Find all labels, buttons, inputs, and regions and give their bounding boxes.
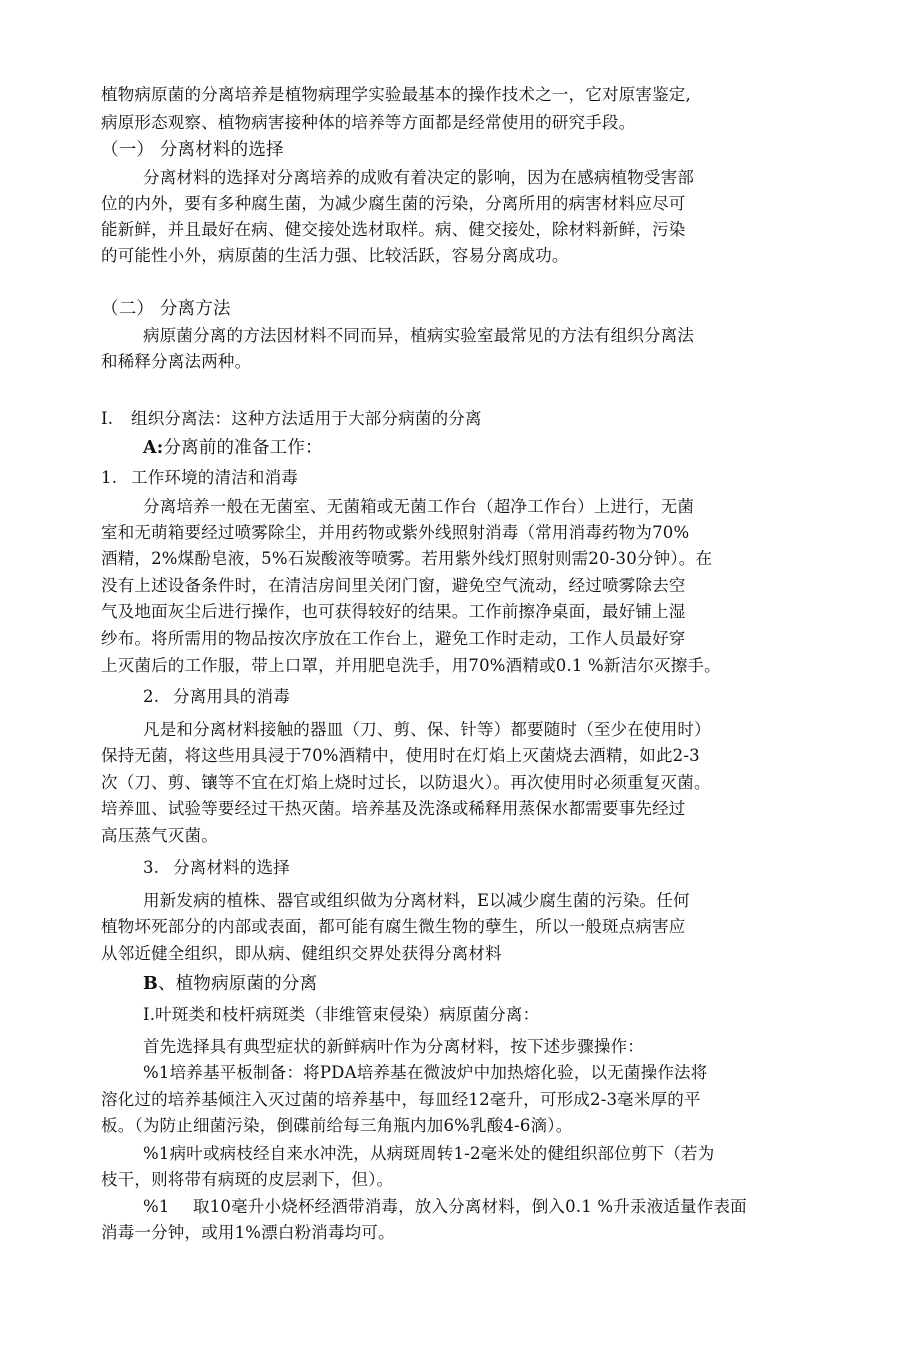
leafspot-intro: 首先选择具有典型症状的新鲜病叶作为分离材料，按下述步骤操作：	[143, 1037, 644, 1056]
item3-body-line-1: 用新发病的植株、器官或组织做为分离材料，E以减少腐生菌的污染。任何	[143, 891, 690, 910]
item2-title: 分离用具的消毒	[173, 687, 290, 706]
step3-line-2: 消毒一分钟，或用1%漂白粉消毒均可。	[101, 1223, 395, 1242]
method1-title: 组织分离法：这种方法适用于大部分病菌的分离	[131, 409, 482, 428]
item2-body-line-5: 高压蒸气灭菌。	[101, 826, 218, 845]
item1-body-line-5: 气及地面灰尘后进行操作，也可获得较好的结果。工作前擦净桌面，最好铺上湿	[101, 602, 686, 621]
section1-body-line-4: 的可能性小外，病原菌的生活力强、比较活跃，容易分离成功。	[101, 246, 569, 265]
leafspot-title: I.叶斑类和枝杆病斑类（非维管束侵染）病原菌分离：	[143, 1005, 540, 1024]
partB-heading-rest: 、植物病原菌的分离	[158, 974, 318, 994]
partA-heading-rest: 分离前的准备工作：	[163, 438, 323, 458]
step1-line-1: %1培养基平板制备：将PDA培养基在微波炉中加热熔化验，以无菌操作法将	[143, 1063, 708, 1082]
section1-heading: （一） 分离材料的选择	[101, 140, 284, 160]
step2-line-2: 枝干，则将带有病斑的皮层剥下，但）。	[101, 1170, 394, 1189]
section2-body-line-2: 和稀释分离法两种。	[101, 352, 252, 371]
section1-body-line-3: 能新鲜，并且最好在病、健交接处选材取样。病、健交接处，除材料新鲜，污染	[101, 220, 686, 239]
item2-body-line-2: 保持无菌，将这些用具浸于70%酒精中，使用时在灯焰上灭菌烧去酒精，如此2-3	[101, 746, 700, 765]
step3-marker: %1	[143, 1197, 170, 1216]
section2-heading: （二） 分离方法	[101, 299, 231, 319]
step2-line-1: %1病叶或病枝经自来水冲洗，从病斑周转1-2毫米处的健组织部位剪下（若为	[143, 1144, 715, 1163]
method1-marker: I.	[101, 409, 114, 428]
item1-body-line-1: 分离培养一般在无菌室、无菌箱或无菌工作台（超净工作台）上进行，无菌	[143, 497, 695, 516]
partA-heading	[143, 437, 323, 459]
item2-body-line-1: 凡是和分离材料接触的器皿（刀、剪、保、针等）都要随时（至少在使用时）	[143, 720, 711, 739]
item1-marker: 1.	[101, 468, 118, 487]
step1-line-2: 溶化过的培养基倾注入灭过菌的培养基中，每皿经12毫升，可形成2-3毫米厚的平	[101, 1090, 701, 1109]
item1-title: 工作环境的清洁和消毒	[131, 468, 298, 487]
step3-line-1: 取10毫升小烧杯经酒带消毒，放入分离材料，倒入0.1 %升汞液适量作表面	[193, 1197, 747, 1216]
item3-body-line-2: 植物坏死部分的内部或表面，都可能有腐生微生物的孽生，所以一般斑点病害应	[101, 917, 686, 936]
intro-line-1: 植物病原菌的分离培养是植物病理学实验最基本的操作技术之一，它对原害鉴定,	[101, 85, 691, 104]
item3-body-line-3: 从邻近健全组织，即从病、健组织交界处获得分离材料	[101, 944, 502, 963]
intro-line-2: 病原形态观察、植物病害接种体的培养等方面都是经常使用的研究手段。	[101, 113, 636, 132]
item2-body-line-4: 培养皿、试验等要经过干热灭菌。培养基及洗涤或稀释用蒸保水都需要事先经过	[101, 799, 686, 818]
partA-heading-bold: A:	[143, 438, 164, 458]
partB-heading-bold: B	[143, 974, 158, 994]
step1-line-3: 板。（为防止细菌污染，倒碟前给每三角瓶内加6%乳酸4-6滴）。	[101, 1116, 573, 1135]
section1-body-line-2: 位的内外，要有多种腐生菌，为减少腐生菌的污染，分离所用的病害材料应尽可	[101, 194, 686, 213]
item1-body-line-4: 没有上述设备条件时，在清洁房间里关闭门窗，避免空气流动，经过喷雾除去空	[101, 576, 686, 595]
item1-body-line-2: 室和无萌箱要经过喷雾除尘，并用药物或紫外线照射消毒（常用消毒药物为70%	[101, 523, 690, 542]
partB-heading	[143, 973, 317, 995]
item1-body-line-7: 上灭菌后的工作服，带上口罩，并用肥皂洗手，用70%酒精或0.1 %新洁尔灭擦手。	[101, 656, 721, 675]
item2-marker: 2.	[143, 687, 160, 706]
item2-body-line-3: 次（刀、剪、镶等不宜在灯焰上烧时过长，以防退火）。再次使用时必须重复灭菌。	[101, 773, 711, 792]
section2-body-line-1: 病原菌分离的方法因材料不同而异，植病实验室最常见的方法有组织分离法	[143, 326, 695, 345]
item3-marker: 3.	[143, 858, 160, 877]
item1-body-line-6: 纱布。将所需用的物品按次序放在工作台上，避免工作时走动，工作人员最好穿	[101, 629, 686, 648]
item3-title: 分离材料的选择	[173, 858, 290, 877]
item1-body-line-3: 酒精，2%煤酚皂液，5%石炭酸液等喷雾。若用紫外线灯照射则需20-30分钟）。在	[101, 549, 713, 568]
section1-body-line-1: 分离材料的选择对分离培养的成败有着决定的影响，因为在感病植物受害部	[143, 168, 695, 187]
